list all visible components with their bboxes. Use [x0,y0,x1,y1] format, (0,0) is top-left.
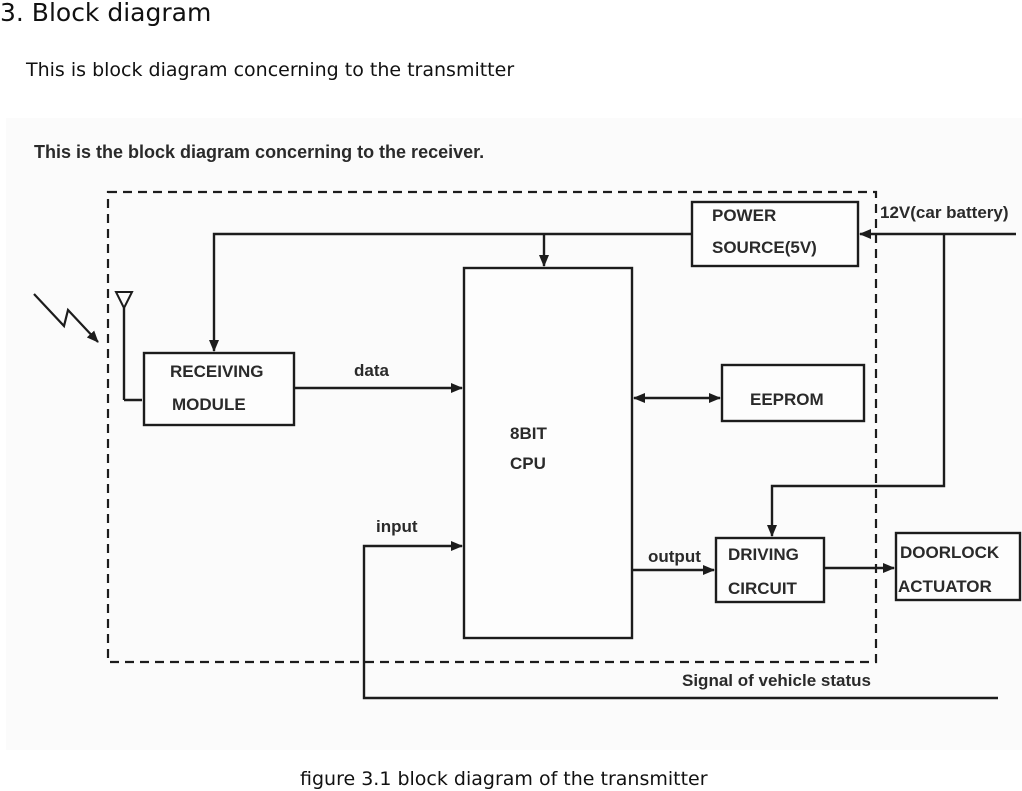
power-source-label-line2: SOURCE(5V) [712,238,817,257]
figure-caption: figure 3.1 block diagram of the transmitter [300,768,708,790]
output-label: output [648,547,701,566]
battery-label: 12V(car battery) [880,203,1009,222]
antenna-icon [116,292,142,400]
driving-circuit-label-line2: CIRCUIT [728,579,797,598]
diagram-heading: This is the block diagram concerning to the receiver. [34,142,485,162]
radio-signal-icon [34,294,98,342]
block-diagram [6,118,1022,750]
eeprom-block [722,365,864,421]
section-intro: This is block diagram concerning to the transmitter [26,59,515,81]
section-heading: 3. Block diagram [0,0,212,27]
cpu-label-line2: CPU [510,454,546,473]
block-diagram-figure [6,118,1022,750]
doorlock-actuator-label-line2: ACTUATOR [898,577,992,596]
driving-circuit-block [716,538,824,602]
input-label: input [376,517,418,536]
driving-circuit-label-line1: DRIVING [728,545,799,564]
cpu-label-line1: 8BIT [510,424,547,443]
data-label: data [354,361,389,380]
power-source-block [692,202,858,266]
cpu-block [464,268,632,638]
vehicle-signal-label: Signal of vehicle status [682,671,871,690]
receiving-module-label-line2: MODULE [172,395,246,414]
receiving-module-block [144,353,294,425]
doorlock-actuator-label-line1: DOORLOCK [900,543,1000,562]
doorlock-actuator-block [896,533,1020,600]
eeprom-label: EEPROM [750,390,824,409]
receiving-module-label-line1: RECEIVING [170,362,264,381]
power-source-label-line1: POWER [712,206,777,225]
